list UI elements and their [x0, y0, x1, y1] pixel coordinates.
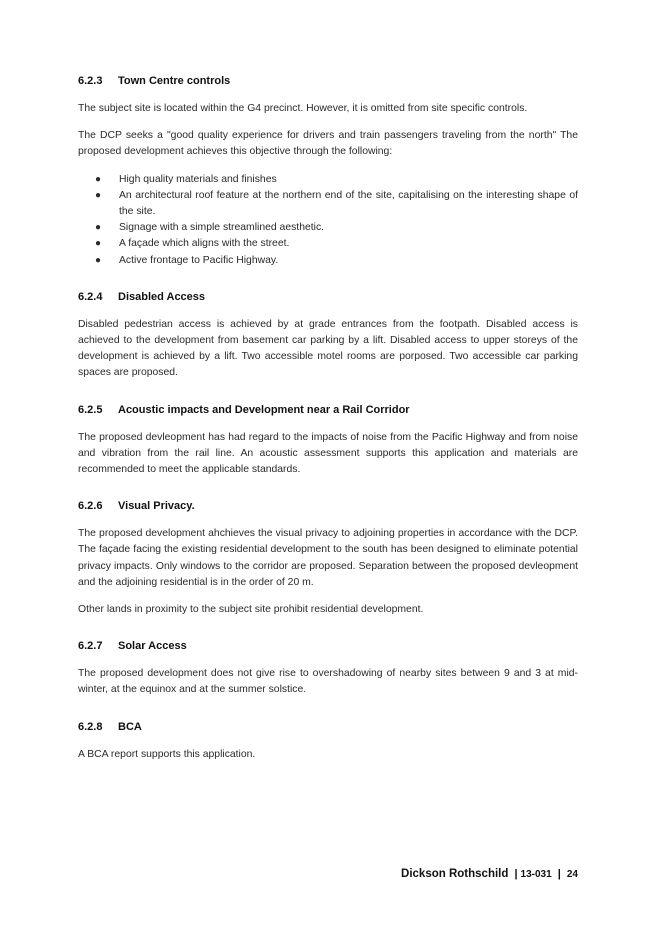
section-disabled-access	[78, 290, 578, 382]
bullet-icon: ●	[95, 254, 102, 266]
section-number: 6.2.4	[78, 290, 103, 303]
footer-separator: |	[557, 868, 561, 880]
list-item-text: An architectural roof feature at the northern end of the site, capitalising on the interesting shape of the site.	[119, 189, 578, 218]
list-item-text: A façade which aligns with the street.	[119, 238, 290, 250]
list-item	[78, 236, 578, 252]
paragraph: The subject site is located within the G4 precinct. However, it is omitted from site specific controls.	[78, 103, 528, 114]
bullet-icon: ●	[95, 222, 102, 234]
section-heading	[78, 720, 578, 734]
paragraph: The proposed development does not give rise to overshadowing of nearby sites between 9 and 3 at mid-winter, at the equinox and at the summer solstice.	[78, 668, 578, 696]
page-content	[78, 74, 578, 784]
section-bca	[78, 720, 578, 763]
section-title: Acoustic impacts and Development near a Rail Corridor	[118, 403, 410, 416]
list-item-text: Signage with a simple streamlined aesthetic.	[119, 222, 325, 234]
section-town-centre-controls	[78, 74, 578, 269]
section-title: Visual Privacy.	[118, 500, 195, 513]
page-footer	[401, 868, 578, 880]
section-heading	[78, 74, 578, 88]
bullet-icon: ●	[95, 238, 102, 250]
list-item	[78, 253, 578, 269]
paragraph: The proposed development ahchieves the visual privacy to adjoining properties in accordance with the DCP. The façade facing the existing residential development to the south has been designed to eliminate potential privacy impacts. Only windows to the corridor are proposed. Separation between the proposed devleopment and the adjoining residential is in the order of 20 m.	[78, 528, 578, 588]
section-visual-privacy	[78, 499, 578, 618]
paragraph: Other lands in proximity to the subject site prohibit residential development.	[78, 604, 424, 616]
section-number: 6.2.7	[78, 640, 103, 653]
list-item-text: High quality materials and finishes	[119, 173, 277, 185]
section-heading	[78, 290, 578, 304]
section-solar-access	[78, 639, 578, 698]
bullet-list	[78, 172, 578, 269]
section-title: Solar Access	[118, 640, 187, 653]
project-code: 13-031	[520, 869, 552, 880]
paragraph: The DCP seeks a "good quality experience for drivers and train passengers traveling from the north" The proposed development achieves this objective through the following:	[78, 130, 578, 158]
section-number: 6.2.5	[78, 403, 103, 416]
section-number: 6.2.8	[78, 720, 103, 733]
section-heading	[78, 499, 578, 513]
page-number: 24	[566, 869, 578, 880]
section-number: 6.2.3	[78, 75, 103, 87]
paragraph: A BCA report supports this application.	[78, 748, 256, 760]
list-item	[78, 220, 578, 236]
list-item	[78, 172, 578, 188]
paragraph: Disabled pedestrian access is achieved by at grade entrances from the footpath. Disabled access is achieved to the development from basement car parking by a lift. Disabled access to upper storeys of the development is achieved by a lift. Two accessible motel rooms are porposed. Two accessible car parking spaces are proposed.	[78, 318, 578, 379]
section-heading	[78, 403, 578, 417]
bullet-icon: ●	[95, 173, 102, 185]
list-item	[78, 188, 578, 220]
section-title: Town Centre controls	[118, 75, 231, 87]
section-title: BCA	[118, 720, 142, 733]
section-heading	[78, 639, 578, 653]
paragraph: The proposed devleopment has had regard to the impacts of noise from the Pacific Highway and from noise and vibration from the rail line. An acoustic assessment supports this application and materials are recommended to meet the applicable standards.	[78, 431, 578, 476]
footer-separator: |	[514, 868, 518, 880]
list-item-text: Active frontage to Pacific Highway.	[119, 254, 279, 266]
firm-name: Dickson Rothschild	[401, 868, 509, 880]
bullet-icon: ●	[95, 189, 102, 201]
section-title: Disabled Access	[118, 290, 206, 303]
section-acoustic-impacts	[78, 403, 578, 479]
section-number: 6.2.6	[78, 500, 103, 513]
